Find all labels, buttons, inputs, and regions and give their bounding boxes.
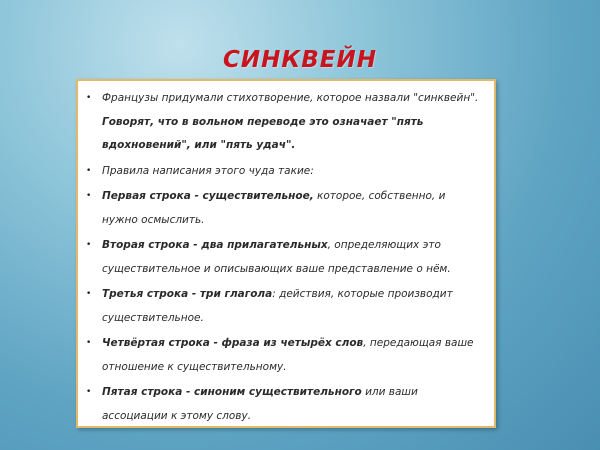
item-bold-text: Говорят, что в вольном переводе это означает "пять вдохновений", или "пять удач".: [102, 115, 424, 151]
bullet-icon: •: [86, 289, 92, 299]
bullet-list: [86, 87, 480, 428]
content-box: [76, 79, 496, 428]
item-tail-text: которое, собственно, и нужно осмыслить.: [102, 190, 446, 226]
item-text: Французы придумали стихотворение, которое назвали "синквейн".: [102, 92, 479, 104]
list-item: [86, 381, 480, 428]
slide-title: СИНКВЕЙН: [223, 47, 377, 73]
list-item: [86, 160, 480, 184]
list-item: [86, 87, 480, 158]
list-item: [86, 234, 480, 281]
bullet-icon: •: [86, 240, 92, 250]
item-bold-text: Вторая строка - два прилагательных: [102, 239, 328, 251]
item-tail-text: , определяющих это существительное и описывающих ваше представление о нём.: [102, 239, 451, 275]
bullet-icon: •: [86, 387, 92, 397]
item-tail-text: или ваши ассоциации к этому слову.: [102, 386, 418, 422]
item-bold-text: Первая строка - существительное,: [102, 190, 314, 202]
list-item: [86, 283, 480, 330]
list-item: [86, 185, 480, 232]
item-text: Правила написания этого чуда такие:: [102, 164, 314, 177]
item-tail-text: : действия, которые производит существительное.: [102, 288, 453, 324]
bullet-icon: •: [86, 93, 92, 103]
bullet-icon: •: [86, 165, 92, 176]
bullet-icon: •: [86, 338, 92, 348]
item-tail-text: , передающая ваше отношение к существительному.: [102, 337, 474, 373]
item-bold-text: Четвёртая строка - фраза из четырёх слов: [102, 337, 364, 349]
list-item: [86, 332, 480, 379]
item-bold-text: Третья строка - три глагола: [102, 288, 273, 300]
item-bold-text: Пятая строка - синоним существительного: [102, 386, 362, 398]
bullet-icon: •: [86, 191, 92, 201]
